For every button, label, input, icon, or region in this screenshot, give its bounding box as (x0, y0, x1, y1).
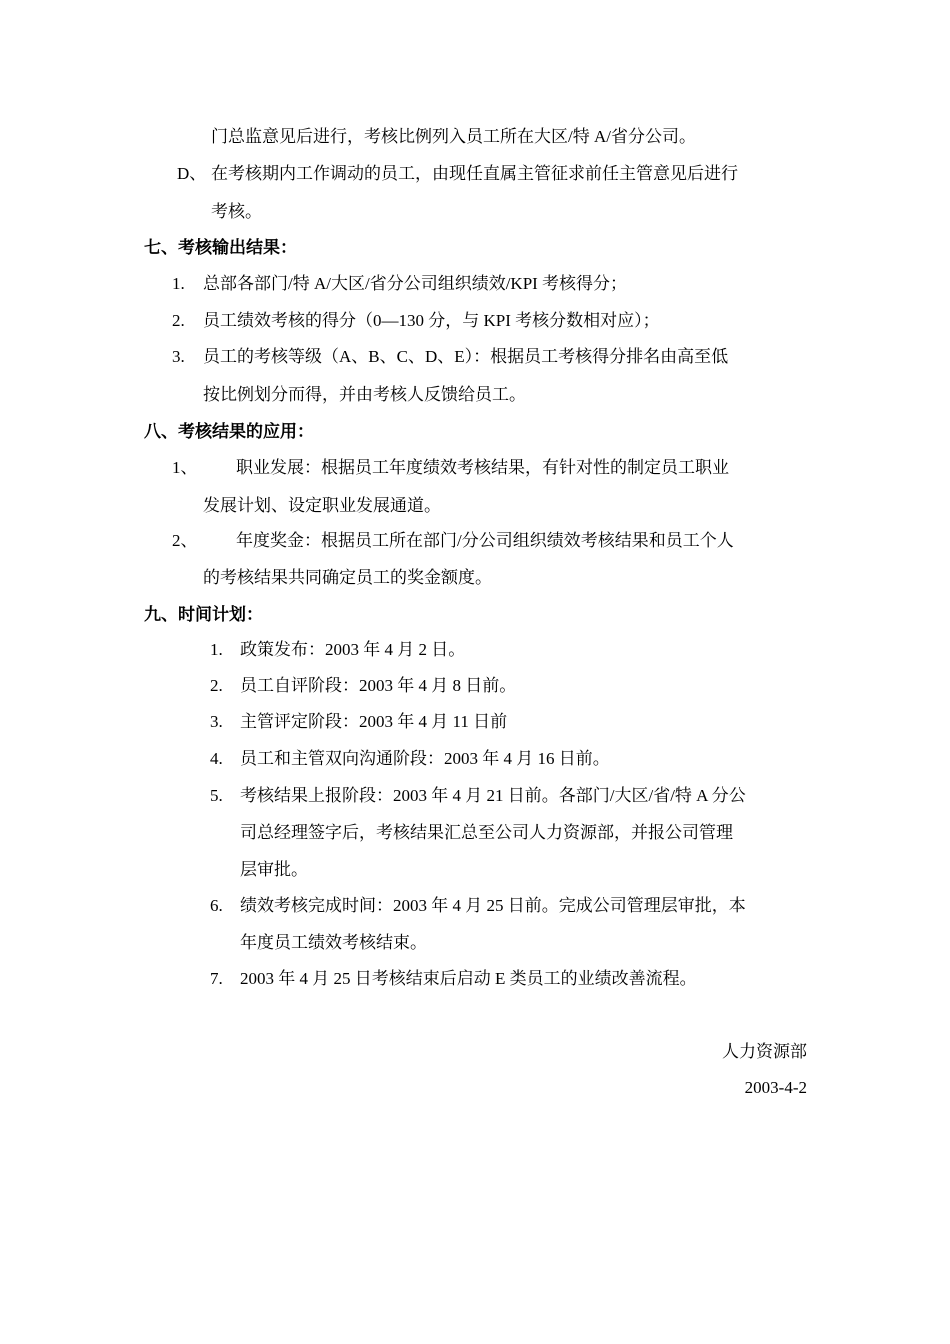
list-item-line: 年度奖金：根据员工所在部门/分公司组织绩效考核结果和员工个人 (236, 531, 734, 550)
list-number: 5. (210, 786, 223, 805)
list-item-line: 总部各部门/特 A/大区/省分公司组织绩效/KPI 考核得分； (203, 274, 628, 293)
list-item-line: 政策发布：2003 年 4 月 2 日。 (240, 640, 466, 659)
list-item-line: 绩效考核完成时间：2003 年 4 月 25 日前。完成公司管理层审批，本 (240, 896, 746, 915)
list-item-line: 按比例划分而得，并由考核人反馈给员工。 (203, 385, 526, 404)
list-item-line: 2003 年 4 月 25 日考核结束后启动 E 类员工的业绩改善流程。 (240, 969, 697, 988)
continuation-item-d-line: 考核。 (211, 202, 262, 221)
list-item-line: 员工自评阶段：2003 年 4 月 8 日前。 (240, 676, 517, 695)
section-heading: 八、考核结果的应用： (144, 422, 314, 441)
section-heading: 九、时间计划： (144, 605, 263, 624)
list-item-line: 层审批。 (240, 860, 308, 879)
list-number: 3. (210, 712, 223, 731)
signature-department: 人力资源部 (722, 1042, 807, 1061)
list-item-line: 职业发展：根据员工年度绩效考核结果，有针对性的制定员工职业 (236, 458, 729, 477)
list-number: 7. (210, 969, 223, 988)
list-number: 4. (210, 749, 223, 768)
list-item-line: 主管评定阶段：2003 年 4 月 11 日前 (240, 712, 508, 731)
list-number: 6. (210, 896, 223, 915)
list-number: 3. (172, 347, 185, 366)
section-heading: 七、考核输出结果： (144, 238, 297, 257)
signature-date: 2003-4-2 (744, 1078, 807, 1097)
list-number: 1、 (172, 458, 198, 477)
continuation-item-d-line: 在考核期内工作调动的员工，由现任直属主管征求前任主管意见后进行 (211, 164, 738, 183)
list-item-line: 发展计划、设定职业发展通道。 (203, 496, 441, 515)
list-item-line: 员工的考核等级（A、B、C、D、E）：根据员工考核得分排名由高至低 (203, 347, 729, 366)
list-item-line: 司总经理签字后，考核结果汇总至公司人力资源部，并报公司管理 (240, 823, 733, 842)
list-number: 2. (210, 676, 223, 695)
list-item-line: 员工和主管双向沟通阶段：2003 年 4 月 16 日前。 (240, 749, 610, 768)
list-item-line: 的考核结果共同确定员工的奖金额度。 (203, 568, 492, 587)
list-number: 2、 (172, 531, 198, 550)
list-item-line: 年度员工绩效考核结束。 (240, 933, 427, 952)
list-number: 1. (172, 274, 185, 293)
list-item-line: 员工绩效考核的得分（0—130 分，与 KPI 考核分数相对应）； (203, 311, 660, 330)
list-item-line: 考核结果上报阶段：2003 年 4 月 21 日前。各部门/大区/省/特 A 分公 (240, 786, 746, 805)
list-marker: D、 (177, 164, 207, 183)
list-number: 1. (210, 640, 223, 659)
list-number: 2. (172, 311, 185, 330)
continuation-line: 门总监意见后进行，考核比例列入员工所在大区/特 A/省分公司。 (211, 127, 696, 146)
